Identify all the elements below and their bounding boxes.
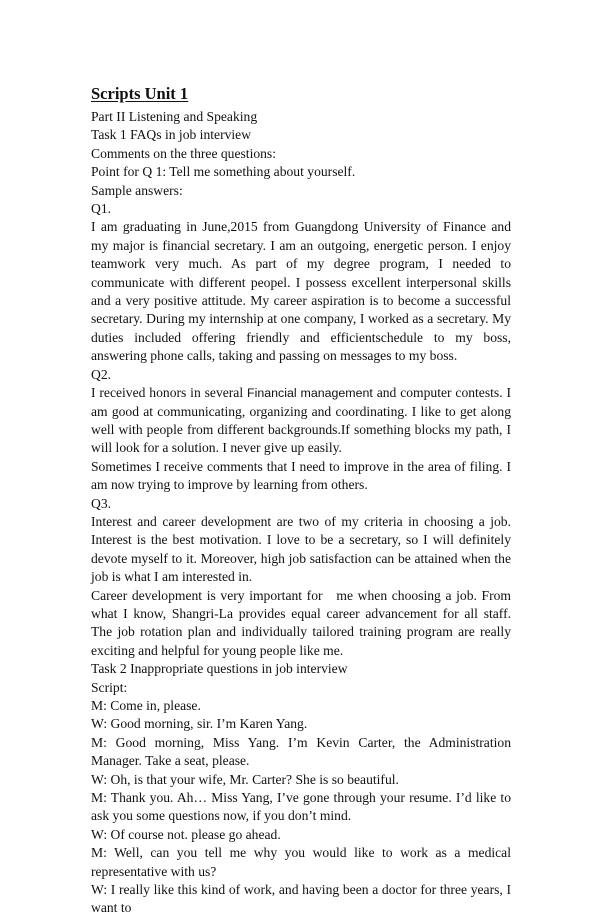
script-label: Script:	[91, 679, 128, 695]
task2-heading: Task 2 Inappropriate questions in job interview	[91, 661, 348, 677]
q2-label: Q2.	[91, 366, 112, 382]
q1-answer: I am graduating in June,2015 from Guangdong University of Finance and my major is financial secretary. I am an outgoing, energetic person. I enjoy teamwork very much. As part of my degree program, I needed to communicate with different peopel. I possess excellent interpersonal skills and a very positive attitude. My career aspiration is to become a successful secretary. During my internship at one company, I worked as a secretary. My duties included offering friendly and efficientschedule to my boss, answering phone calls, taking and passing on messages to my boss.	[91, 219, 511, 364]
dialogue-line: M: Well, can you tell me why you would like to work as a medical representative with us?	[91, 845, 511, 879]
task1-heading: Task 1 FAQs in job interview	[91, 127, 252, 143]
comments-label: Comments on the three questions:	[91, 145, 277, 161]
q2-text-before: I received honors in several	[91, 385, 247, 401]
q2-answer-p2: Sometimes I receive comments that I need to improve in the area of filing. I am now trying to improve by learning from others.	[91, 458, 511, 493]
q3-answer-p1: Interest and career development are two of my criteria in choosing a job. Interest is the best motivation. I love to be a secretary, so I will definitely devote myself to it. Moreover, high job satisfaction can be attained when the job is what I am interested in.	[91, 513, 511, 585]
q2-text-sans: Financial management	[247, 386, 373, 401]
dialogue-line: M: Good morning, Miss Yang. I’m Kevin Carter, the Administration Manager. Take a seat, please.	[91, 734, 511, 769]
dialogue-line: W: Of course not. please go ahead.	[91, 826, 281, 842]
point-q1: Point for Q 1: Tell me something about yourself.	[91, 164, 356, 180]
q1-label: Q1.	[91, 201, 112, 217]
q2-answer-p1	[91, 384, 511, 458]
q2-text-after: and computer contests. I am good at communicating, organizing and coordinating. I like to get along well with people from different backgrounds.If something blocks my path, I will look for a solution. I never give up easily.	[91, 385, 511, 456]
q3-answer-p2: Career development is very important for me when choosing a job. From what I know, Shangri-La provides equal career advancement for all staff. The job rotation plan and individually tailored training program are really exciting and helpful for young people like me.	[91, 587, 511, 658]
dialogue-line: W: I really like this kind of work, and having been a doctor for three years, I want to	[91, 882, 511, 916]
document-page	[91, 84, 511, 918]
dialogue-line: W: Good morning, sir. I’m Karen Yang.	[91, 716, 308, 732]
document-title: Scripts Unit 1	[91, 84, 189, 103]
dialogue-line: M: Thank you. Ah… Miss Yang, I’ve gone through your resume. I’d like to ask you some questions now, if you don’t mind.	[91, 790, 511, 824]
dialogue-line: W: Oh, is that your wife, Mr. Carter? She is so beautiful.	[91, 771, 399, 787]
q3-label: Q3.	[91, 495, 112, 511]
dialogue-line: M: Come in, please.	[91, 698, 201, 713]
part-heading: Part II Listening and Speaking	[91, 109, 258, 124]
sample-answers-label: Sample answers:	[91, 182, 183, 198]
